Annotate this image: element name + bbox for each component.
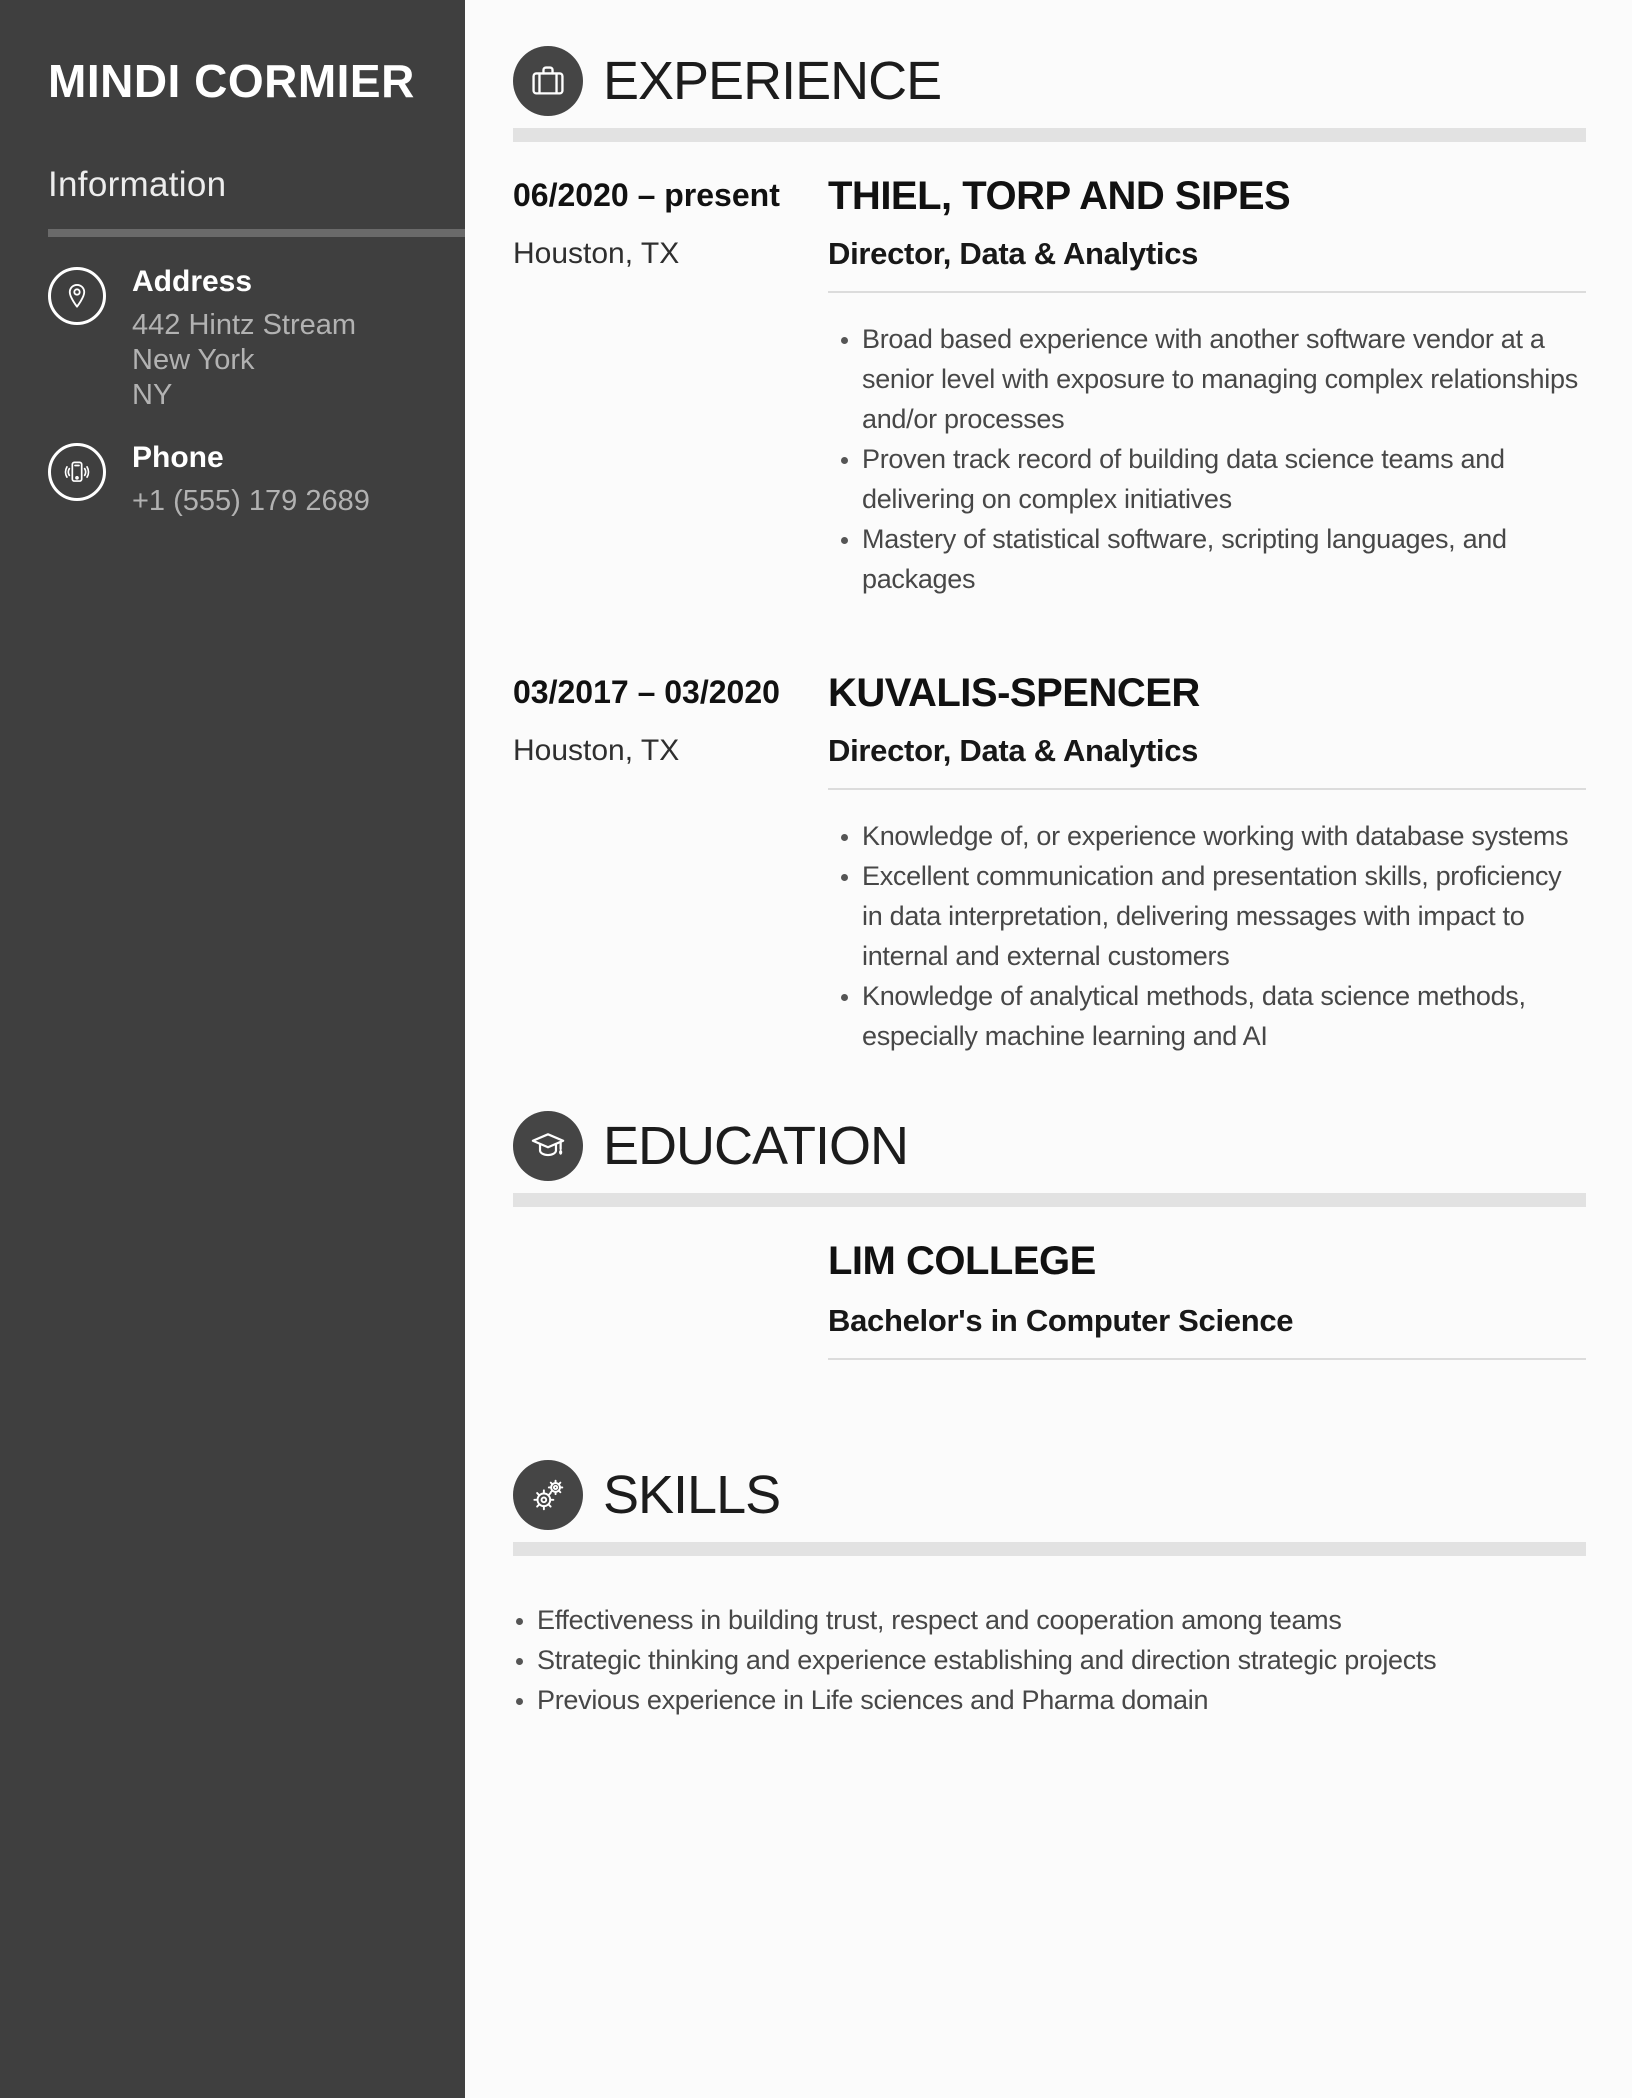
education-section — [513, 1111, 1586, 1360]
address-line-3: NY — [132, 378, 173, 411]
phone-value — [132, 484, 370, 519]
education-header — [513, 1111, 1586, 1181]
address-item — [48, 265, 465, 413]
job-role: Director, Data & Analytics — [828, 733, 1199, 768]
education-entry-left — [513, 1241, 828, 1360]
school-name: LIM COLLEGE — [828, 1239, 1096, 1283]
job-entry — [513, 176, 1586, 599]
education-entry-right — [828, 1241, 1586, 1360]
job-bullets — [828, 816, 1586, 1056]
phone-item — [48, 441, 465, 519]
information-heading: Information — [48, 164, 227, 204]
job-bullet-item: • Broad based experience with another software vendor at a senior level with exposure to managing complex relationships and/or processes — [862, 319, 1586, 439]
job-entry-right — [828, 673, 1586, 1056]
education-underline-bar — [513, 1193, 1586, 1207]
job-bullet-item: • Knowledge of, or experience working with database systems — [862, 816, 1586, 856]
job-bullet-item: • Proven track record of building data science teams and delivering on complex initiatives — [862, 439, 1586, 519]
graduation-cap-icon — [513, 1111, 583, 1181]
education-entry-divider — [828, 1358, 1586, 1360]
experience-header — [513, 46, 1586, 116]
phone-line-1: +1 (555) 179 2689 — [132, 484, 370, 517]
address-line-2: New York — [132, 343, 255, 376]
company-name: KUVALIS-SPENCER — [828, 671, 1200, 715]
skill-bullet-item: • Previous experience in Life sciences and Pharma domain — [537, 1680, 1586, 1720]
main-content — [465, 0, 1632, 1720]
phone-icon — [48, 443, 106, 501]
job-role: Director, Data & Analytics — [828, 236, 1199, 271]
job-bullets — [828, 319, 1586, 599]
job-dates: 03/2017 – 03/2020 — [513, 674, 780, 710]
skill-bullet-item: • Strategic thinking and experience establishing and direction strategic projects — [537, 1640, 1586, 1680]
job-entry-divider — [828, 291, 1586, 293]
location-pin-icon — [48, 267, 106, 325]
address-label: Address — [132, 264, 253, 298]
skills-underline-bar — [513, 1542, 1586, 1556]
skills-section — [513, 1460, 1586, 1720]
job-bullet-item: • Knowledge of analytical methods, data science methods, especially machine learning and AI — [862, 976, 1586, 1056]
skills-header — [513, 1460, 1586, 1530]
phone-label: Phone — [132, 440, 224, 474]
company-name: THIEL, TORP AND SIPES — [828, 174, 1291, 218]
experience-underline-bar — [513, 128, 1586, 142]
job-bullet-item: • Excellent communication and presentation skills, proficiency in data interpretation, delivering messages with impact to internal and external customers — [862, 856, 1586, 976]
education-entry — [513, 1241, 1586, 1360]
job-location: Houston, TX — [513, 237, 680, 270]
jobs-list — [513, 176, 1586, 1056]
skills-list — [513, 1600, 1586, 1720]
briefcase-icon — [513, 46, 583, 116]
job-entry-right — [828, 176, 1586, 599]
skills-title: SKILLS — [603, 1465, 781, 1525]
job-entry-divider — [828, 788, 1586, 790]
job-bullet-item: • Mastery of statistical software, scripting languages, and packages — [862, 519, 1586, 599]
sidebar-divider — [48, 229, 465, 237]
skill-bullet-item: • Effectiveness in building trust, respect and cooperation among teams — [537, 1600, 1586, 1640]
job-entry — [513, 673, 1586, 1056]
address-value — [132, 308, 356, 413]
education-title: EDUCATION — [603, 1116, 909, 1176]
job-dates: 06/2020 – present — [513, 177, 780, 213]
job-entry-left — [513, 673, 828, 1056]
address-line-1: 442 Hintz Stream — [132, 308, 357, 341]
job-entry-left — [513, 176, 828, 599]
sidebar — [0, 0, 465, 2098]
degree-name: Bachelor's in Computer Science — [828, 1303, 1294, 1338]
job-location: Houston, TX — [513, 734, 680, 767]
gears-icon — [513, 1460, 583, 1530]
experience-title: EXPERIENCE — [603, 51, 942, 111]
experience-section — [513, 46, 1586, 1056]
person-name: MINDI CORMIER — [48, 55, 415, 107]
